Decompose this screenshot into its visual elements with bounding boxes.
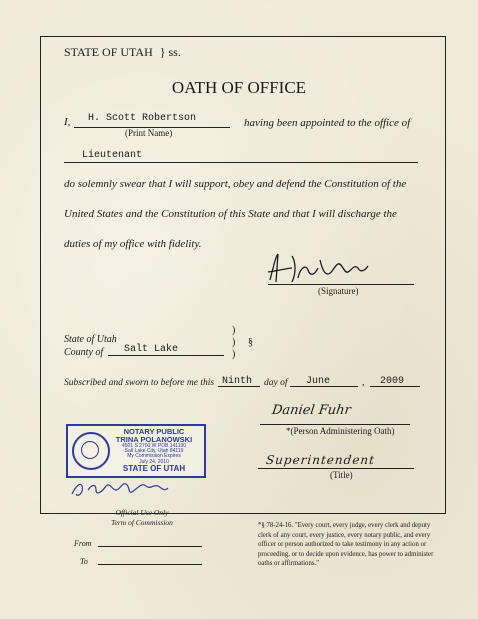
stamp-line-7: STATE OF UTAH: [122, 463, 186, 473]
official-use-label: Official Use Only: [115, 508, 169, 517]
notary-stamp: [66, 424, 206, 478]
administrator-title-value: Superintendent: [265, 453, 376, 467]
bracket-top: ): [232, 325, 236, 336]
administrator-line: [260, 424, 410, 425]
term-of-commission-label: Term of Commission: [111, 518, 173, 527]
stamp-line-1: NOTARY PUBLIC: [123, 427, 185, 436]
venue-brackets: [232, 325, 235, 361]
stamp-line-2: TRINA POLANOWSKI: [115, 434, 193, 444]
day-line: [218, 386, 260, 387]
section-symbol: §: [248, 337, 253, 348]
subscribed-text: Subscribed and sworn to before me this: [64, 378, 215, 388]
to-line: [98, 564, 202, 565]
administrator-signature: Daniel Fuhr: [270, 403, 352, 418]
stamp-line-4: Salt Lake City, Utah 84119: [124, 448, 184, 454]
print-name-value: H. Scott Robertson: [88, 113, 197, 124]
notary-stamp-text: [108, 428, 200, 473]
from-label: From: [74, 539, 92, 548]
stamp-line-6: July 24, 2010: [139, 458, 169, 465]
oath-line-3: duties of my office with fidelity.: [64, 238, 202, 250]
state-heading: [64, 45, 181, 60]
office-value: Lieutenant: [82, 150, 143, 161]
bracket-mid: ): [232, 337, 236, 348]
appointed-text: having been appointed to the office of: [244, 117, 411, 129]
venue-county-label: County of: [64, 347, 104, 358]
signature-caption: (Signature): [318, 286, 359, 296]
comma: ,: [362, 377, 365, 388]
venue-county-value: Salt Lake: [124, 344, 179, 355]
state-label: STATE OF UTAH: [64, 45, 153, 59]
day-of-label: day of: [264, 378, 288, 388]
venue-state: State of Utah: [64, 334, 117, 345]
title-line: [258, 468, 414, 469]
notary-seal: [72, 432, 110, 470]
title-caption: (Title): [330, 470, 353, 480]
ss-label: } ss.: [159, 45, 181, 59]
administrator-caption: *(Person Administering Oath): [286, 426, 395, 436]
to-label: To: [80, 557, 88, 566]
bracket-bottom: ): [232, 349, 236, 360]
year-line: [370, 386, 420, 387]
oath-taker-signature: [262, 250, 382, 288]
print-name-caption: (Print Name): [125, 128, 173, 138]
from-line: [98, 546, 202, 547]
document-title: OATH OF OFFICE: [171, 78, 307, 97]
month-line: [290, 386, 358, 387]
oath-line-2: United States and the Constitution of this State and that I will discharge the: [64, 208, 397, 220]
notary-signature: [66, 476, 178, 502]
year-value: 2009: [380, 376, 405, 387]
county-line: [108, 355, 224, 356]
stamp-line-5: My Commission Expires: [127, 453, 181, 460]
month-value: June: [306, 376, 331, 387]
statute-text: *§ 78-24-16. "Every court, every judge, every clerk and deputy clerk of any court, every justice, every notary public, and every officer or person authorized to take testimony in any action or proceeding, or to decide upon evidence, has power to administer oaths or affirmations.": [258, 522, 434, 568]
office-line: [64, 162, 418, 163]
signature-line: [268, 284, 414, 285]
day-value: Ninth: [222, 376, 253, 387]
oath-line-1: do solemnly swear that I will support, obey and defend the Constitution of the: [64, 178, 407, 190]
stamp-line-3: 4501 S 2700 W POB 141100: [121, 442, 187, 449]
pronoun-i: I,: [64, 116, 71, 128]
